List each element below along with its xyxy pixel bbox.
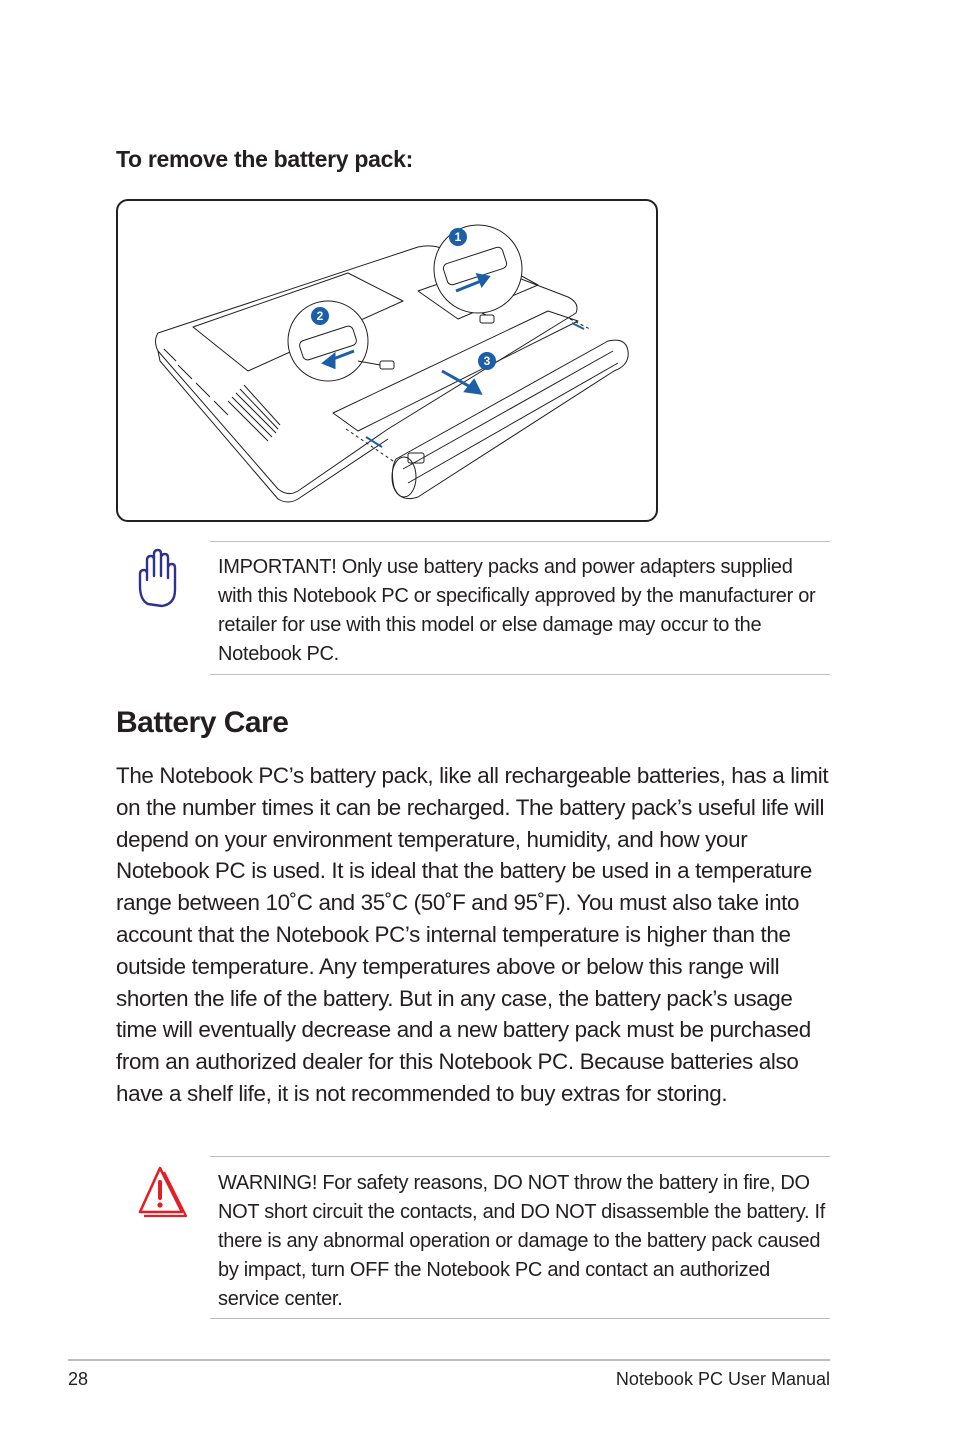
warning-triangle-icon xyxy=(136,1162,184,1222)
latch-right xyxy=(480,315,494,323)
battery-removal-illustration xyxy=(118,201,658,522)
footer-manual-title: Notebook PC User Manual xyxy=(615,1369,830,1389)
warning-note-text: WARNING! For safety reasons, DO NOT throw the battery in fire, DO NOT short circuit the contacts, and DO NOT disassemble the battery. If there is any abnormal operation or damage to the battery pack caused by impact, turn OFF the Notebook PC and contact an authorized service center. xyxy=(218,1172,826,1310)
footer-rule xyxy=(68,1359,830,1361)
vent-slots xyxy=(228,385,280,441)
important-note xyxy=(210,541,830,675)
latch-left xyxy=(380,361,394,369)
battery-removal-figure xyxy=(116,199,658,522)
battery-bay xyxy=(333,311,578,431)
section-title: Battery Care xyxy=(116,706,289,739)
step-2-label: 2 xyxy=(316,309,324,323)
arrow-guide-right xyxy=(572,323,584,329)
callout-latch-spring xyxy=(434,225,522,313)
warning-note xyxy=(210,1156,830,1319)
subheading: To remove the battery pack: xyxy=(116,146,413,172)
section-body: The Notebook PC’s battery pack, like all rechargeable batteries, has a limit on the number times it can be recharged. The battery pack’s useful life will depend on your environment temperature, humidity, and how your Notebook PC is used. It is ideal that the battery be used in a temperature range between 10˚C and 35˚C (50˚F and 95˚F). You must also take into account that the Notebook PC’s internal temperature is higher than the outside temperature. Any temperatures above or below this range will shorten the life of the battery. But in any case, the battery pack’s usage time will eventually decrease and a new battery pack must be purchased from an authorized dealer for this Notebook PC. Because batteries also have a shelf life, it is not recommended to buy extras for storing. xyxy=(116,763,829,1106)
hand-icon xyxy=(134,546,182,606)
battery-pack xyxy=(392,340,628,499)
page-number: 28 xyxy=(68,1369,89,1389)
step-3-label: 3 xyxy=(483,354,491,368)
step-1-label: 1 xyxy=(454,230,462,244)
important-note-text: IMPORTANT! Only use battery packs and power adapters supplied with this Notebook PC or specifically approved by the manufacturer or retailer for use with this model or else damage may occur to the Notebook PC. xyxy=(218,556,816,665)
